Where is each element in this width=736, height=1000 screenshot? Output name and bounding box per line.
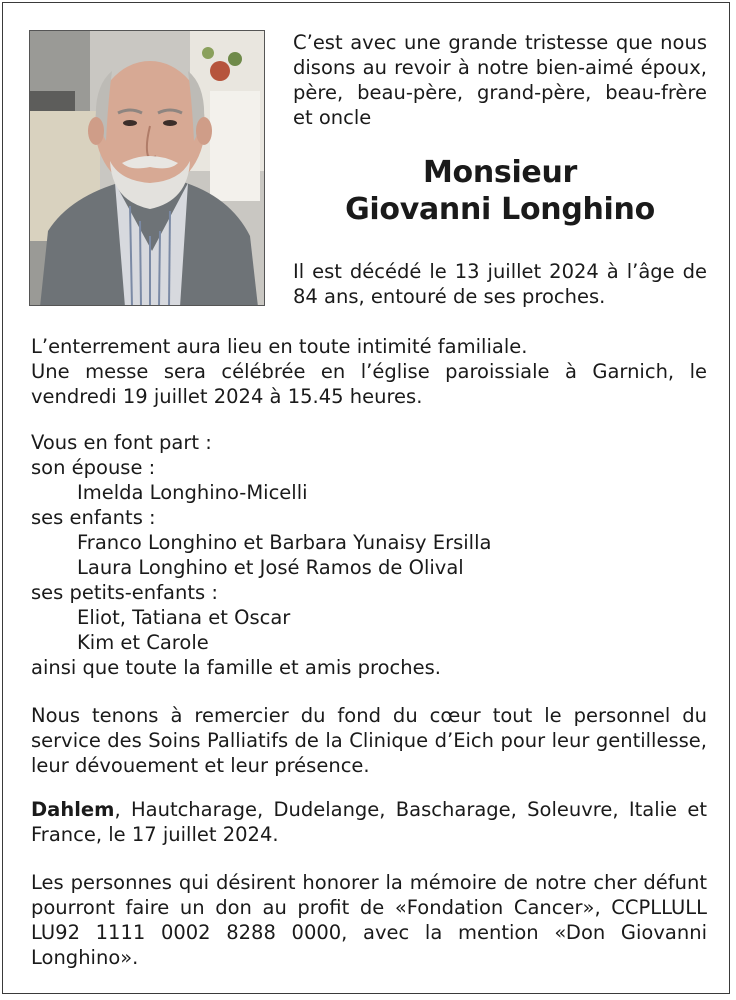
grandchildren-names: Eliot, Tatiana et Oscar bbox=[77, 606, 291, 629]
funeral-line-1: L’enterrement aura lieu en toute intimité familiale. bbox=[31, 335, 528, 358]
spouse-name: Imelda Longhino-Micelli bbox=[77, 481, 308, 504]
funeral-info bbox=[31, 334, 707, 409]
intro-text: C’est avec une grande tristesse que nous disons au revoir à notre bien-aimé époux, père, beau-père, grand-père, beau-frère et oncle bbox=[293, 31, 707, 129]
portrait-photo bbox=[29, 30, 265, 306]
family-list bbox=[31, 430, 707, 680]
family-closing: ainsi que toute la famille et amis proches. bbox=[31, 656, 441, 679]
name-title: Monsieur bbox=[422, 155, 578, 190]
death-notice: Il est décédé le 13 juillet 2024 à l’âge de 84 ans, entouré de ses proches. bbox=[293, 260, 707, 308]
place-bold: Dahlem bbox=[31, 798, 115, 821]
donation-text: Les personnes qui désirent honorer la mémoire de notre cher défunt pourront faire un don au profit de «Fondation Cancer», CCPLLULL LU92 1111 0002 8288 0000, avec la mention «Don Giovanni Longhino». bbox=[31, 871, 707, 969]
spouse-label: son épouse : bbox=[31, 456, 156, 479]
place-rest: , Hautcharage, Dudelange, Bascharage, Soleuvre, Italie et France, le 17 juillet 2024. bbox=[31, 798, 707, 846]
grandchildren-names: Kim et Carole bbox=[77, 631, 209, 654]
grandchildren-label: ses petits-enfants : bbox=[31, 581, 218, 604]
name-full: Giovanni Longhino bbox=[345, 192, 655, 227]
place-date bbox=[31, 797, 707, 847]
portrait-photo-icon bbox=[30, 31, 265, 306]
child-couple: Laura Longhino et José Ramos de Olival bbox=[77, 556, 464, 579]
thanks-text: Nous tenons à remercier du fond du cœur tout le personnel du service des Soins Palliatifs de la Clinique d’Eich pour leur gentillesse, leur dévouement et leur présence. bbox=[31, 704, 707, 777]
children-label: ses enfants : bbox=[31, 506, 156, 529]
deceased-name bbox=[293, 154, 707, 228]
child-couple: Franco Longhino et Barbara Yunaisy Ersilla bbox=[77, 531, 492, 554]
funeral-line-2: Une messe sera célébrée en l’église paroissiale à Garnich, le vendredi 19 juillet 2024 à 15.45 heures. bbox=[31, 360, 707, 408]
family-heading: Vous en font part : bbox=[31, 431, 212, 454]
